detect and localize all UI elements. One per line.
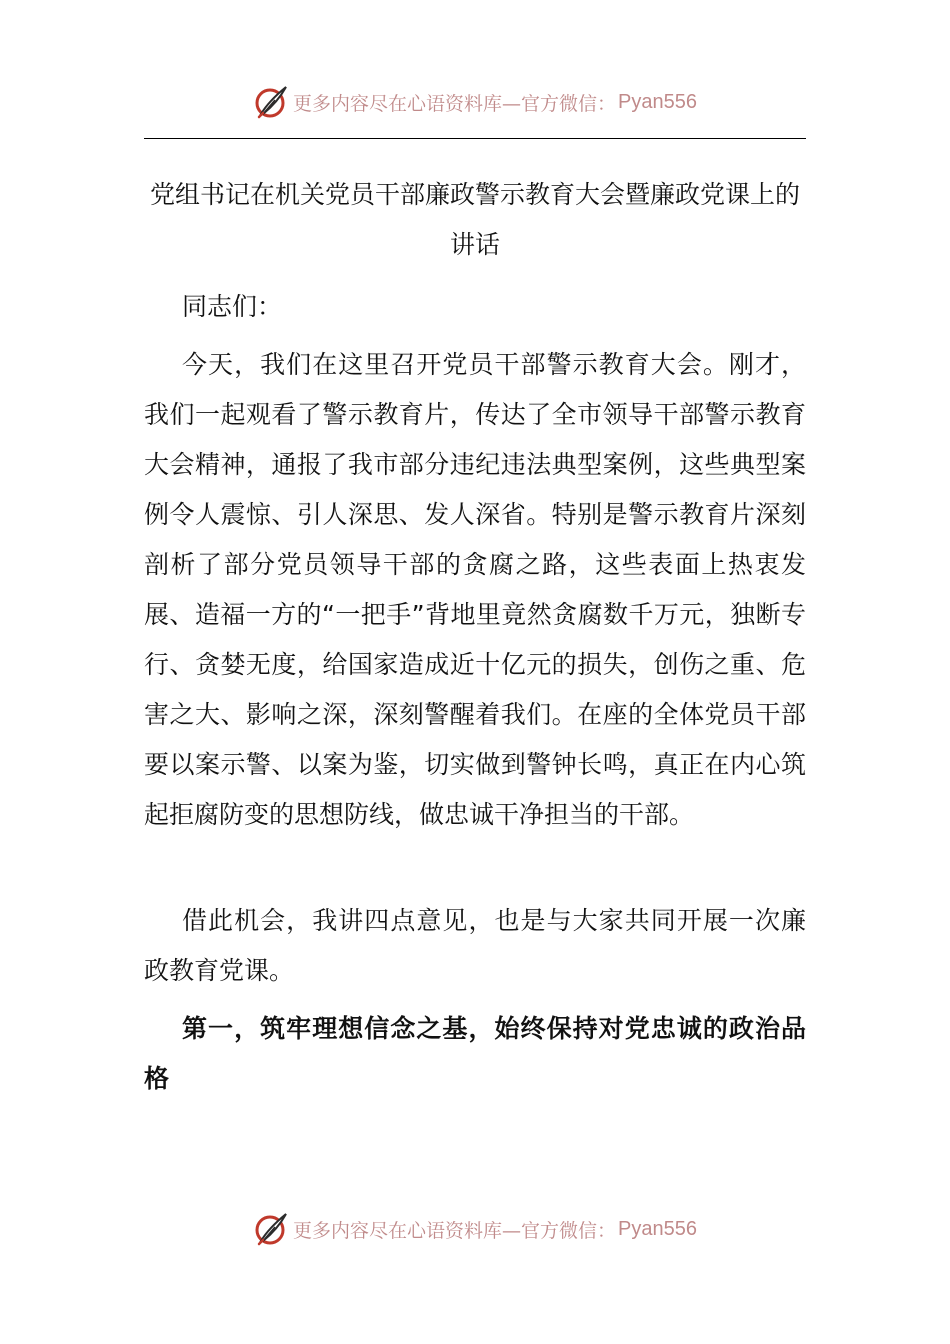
paragraph: 借此机会，我讲四点意见，也是与大家共同开展一次廉政教育党课。 bbox=[144, 906, 806, 985]
banner-wechat-id: Pyan556 bbox=[618, 90, 697, 113]
quill-logo-icon bbox=[253, 84, 289, 120]
quill-logo-icon bbox=[253, 1211, 289, 1247]
banner-promo-text: 更多内容尽在心语资料库—官方微信： bbox=[293, 1219, 617, 1242]
document-title: 党组书记在机关党员干部廉政警示教育大会暨廉政党课上的讲话 bbox=[149, 180, 800, 259]
header-divider bbox=[144, 138, 806, 139]
salutation: 同志们： bbox=[182, 292, 283, 321]
footer-banner bbox=[0, 1209, 950, 1249]
header-banner bbox=[0, 82, 950, 122]
section-heading: 第一，筑牢理想信念之基，始终保持对党忠诚的政治品格 bbox=[144, 1014, 806, 1093]
paragraph: 今天，我们在这里召开党员干部警示教育大会。刚才，我们一起观看了警示教育片，传达了全市领导干部警示教育大会精神，通报了我市部分违纪违法典型案例，这些典型案例令人震惊、引人深思、发人深省。特别是警示教育片深刻剖析了部分党员领导干部的贪腐之路，这些表面上热衷发展、造福一方的“一把手”背地里竟然贪腐数千万元，独断专行、贪婪无度，给国家造成近十亿元的损失，创伤之重、危害之大、影响之深，深刻警醒着我们。在座的全体党员干部要以案示警、以案为鉴，切实做到警钟长鸣，真正在内心筑起拒腐防变的思想防线，做忠诚干净担当的干部。 bbox=[144, 350, 806, 829]
banner-wechat-id: Pyan556 bbox=[618, 1217, 697, 1240]
banner-promo-text: 更多内容尽在心语资料库—官方微信： bbox=[293, 92, 617, 115]
